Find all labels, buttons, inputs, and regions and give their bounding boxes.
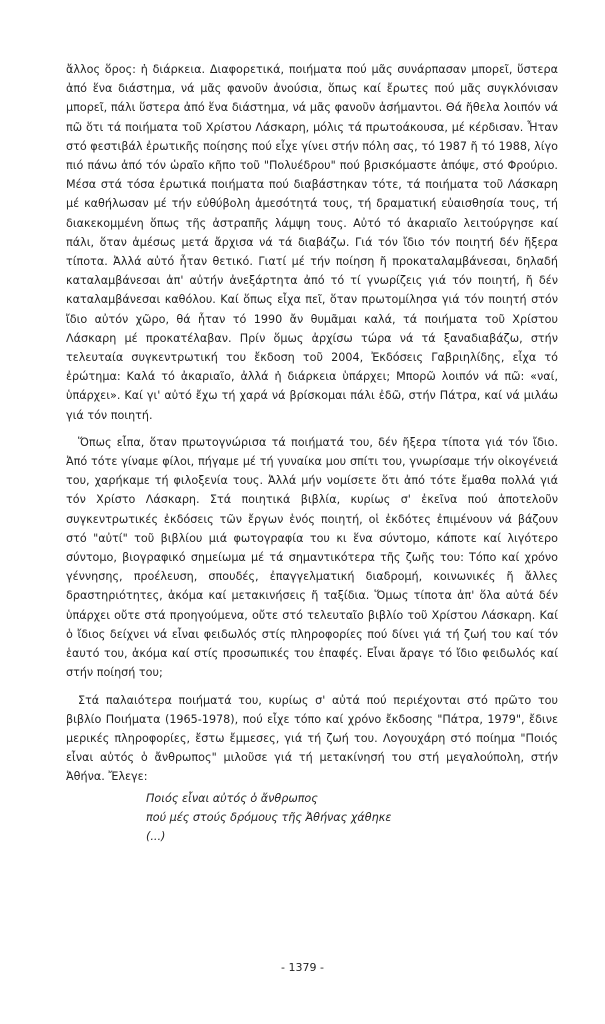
paragraph-3: Στά παλαιότερα ποιήματά του, κυρίως σ' αὐτά πού περιέχονται στό πρῶτο του βιβλίο Ποιήματα (1965-1978), πού εἶχε τόπο καί χρόνο ἔκδοσης "Πάτρα, 1979", ἔδινε μερικές πληροφορίες, ἔστω ἔμμεσες, γιά τή ζωή του. Λογουχάρη στό ποίημα "Ποιός εἶναι αὐτός ὁ ἄνθρωπος" μιλοῦσε γιά τή μετακίνησή του στή μεγαλούπολη, στήν Ἀθήνα. Ἔλεγε: [66,693,558,784]
page-number: - 1379 - [281,961,324,974]
poem-line-1: Ποιός εἶναι αὐτός ὁ ἄνθρωπος [146,791,318,805]
document-page [66,60,558,846]
poem-line-ellipsis: (...) [146,829,166,843]
poem-quote [146,789,558,847]
paragraph-1: ἄλλος ὅρος: ἡ διάρκεια. Διαφορετικά, ποιήματα πού μᾶς συνάρπασαν μπορεῖ, ὕστερα ἀπό ἕνα διάστημα, νά μᾶς φανοῦν ἀνούσια, ὅπως καί ἔρωτες πού μᾶς συγκλόνισαν μπορεῖ, πάλι ὕστερα ἀπό ἕνα διάστημα, νά μᾶς φανοῦν ἀσήμαντοι. Θά ἤθελα λοιπόν νά πῶ ὅτι τά ποιήματα τοῦ Χρίστου Λάσκαρη, μόλις τά πρωτοάκουσα, μέ κέρδισαν. Ἦταν στό φεστιβάλ ἐρωτικῆς ποίησης πού εἶχε γίνει στήν πόλη σας, τό 1987 ἤ τό 1988, λίγο πιό πάνω ἀπό τόν ὡραῖο κῆπο τοῦ "Πολυέδρου" πού βρισκόμαστε ἀπόψε, στό Φρούριο. Μέσα στά τόσα ἐρωτικά ποιήματα πού διαβάστηκαν τότε, τά ποιήματα τοῦ Λάσκαρη μέ καθήλωσαν μέ τήν εὐθύβολη ἀμεσότητά τους, τή δραματική εὐαισθησία τους, τή διακεκομμένη ὅπως τῆς ἀστραπῆς λάμψη τους. Αὐτό τό ἀκαριαῖο λειτούργησε καί πάλι, ὅταν ἀμέσως μετά ἄρχισα νά τά διαβάζω. Γιά τόν ἴδιο τόν ποιητή δέν ἤξερα τίποτα. Ἀλλά αὐτό ἦταν θετικό. Γιατί μέ τήν ποίηση ἤ προκαταλαμβάνεσαι, δηλαδή καταλαμβάνεσαι ἀπ' αὐτήν ἀνεξάρτητα ἀπό τό τί γνωρίζεις γιά τόν ποιητή, ἤ δέν καταλαμβάνεσαι καθόλου. Καί ὅπως εἶχα πεῖ, ὅταν πρωτομίλησα γιά τόν ποιητή στόν ἴδιο αὐτόν χῶρο, θά ἦταν τό 1990 ἄν θυμᾶμαι καλά, τά ποιήματα τοῦ Χρίστου Λάσκαρη μέ προκατέλαβαν. Πρίν ὅμως ἀρχίσω τώρα νά τά ξαναδιαβάζω, στήν τελευταία συγκεντρωτική του ἔκδοση τοῦ 2004, Ἐκδόσεις Γαβριηλίδης, εἶχα τό ἐρώτημα: Καλά τό ἀκαριαῖο, ἀλλά ἡ διάρκεια ὑπάρχει; Μπορῶ λοιπόν νά πῶ: «ναί, ὑπάρχει». Καί γι' αὐτό ἔχω τή χαρά νά βρίσκομαι πάλι ἐδῶ, στήν Πάτρα, καί νά μιλάω γιά τόν ποιητή. [66,63,558,422]
poem-line-2: πού μές στούς δρόμους τῆς Ἀθήνας χάθηκε [146,810,392,824]
paragraph-2: Ὅπως εἶπα, ὅταν πρωτογνώρισα τά ποιήματά του, δέν ἤξερα τίποτα γιά τόν ἴδιο. Ἀπό τότε γίναμε φίλοι, πήγαμε μέ τή γυναίκα μου σπίτι του, γνωρίσαμε τήν οἰκογένειά του, χαρήκαμε τή φιλοξενία τους. Ἀλλά μήν νομίσετε ὅτι ἀπό τότε ἔμαθα πολλά γιά τόν Χρίστο Λάσκαρη. Στά ποιητικά βιβλία, κυρίως σ' ἐκεῖνα πού ἀποτελοῦν συγκεντρωτικές ἐκδόσεις τῶν ἔργων ἑνός ποιητή, οἱ ἐκδότες ἐπιμένουν νά βάζουν στό "αὐτί" τοῦ βιβλίου μιά φωτογραφία του κι ἕνα σύντομο, κάποτε καί λιγότερο σύντομο, βιογραφικό σημείωμα μέ τά σημαντικότερα τῆς ζωῆς του: Τόπο καί χρόνο γέννησης, προέλευση, σπουδές, ἐπαγγελματική διαδρομή, κοινωνικές ἤ ἄλλες δραστηριότητες, ἀκόμα καί μετακινήσεις ἤ ταξίδια. Ὅμως τίποτα ἀπ' ὅλα αὐτά δέν ὑπάρχει οὔτε στά προηγούμενα, οὔτε στό τελευταῖο βιβλίο τοῦ Χρίστου Λάσκαρη. Καί ὁ ἴδιος δείχνει νά εἶναι φειδωλός στίς πληροφορίες πού δίνει γιά τή ζωή του καί τόν ἑαυτό του, ἀκόμα καί στίς προσωπικές του ἐπαφές. Εἶναι ἄραγε τό ἴδιο φειδωλός καί στήν ποίησή του; [66,435,558,680]
